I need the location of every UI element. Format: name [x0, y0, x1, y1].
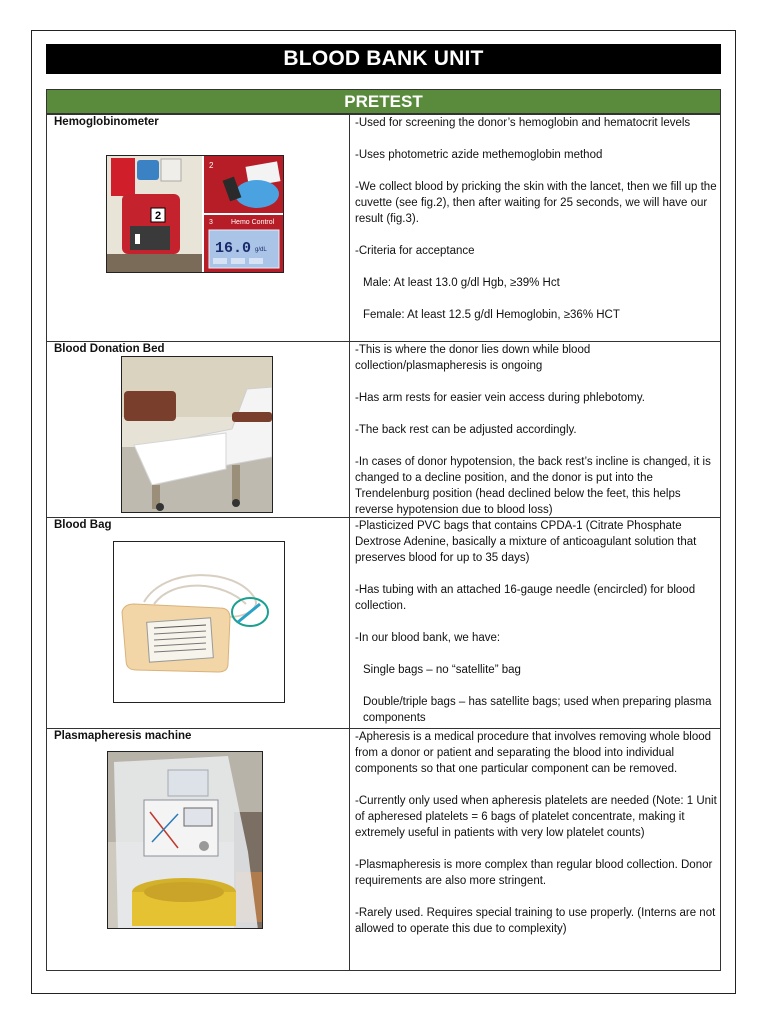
panel-2-label: 2	[209, 161, 214, 170]
hemo-control-label: Hemo Control	[231, 219, 275, 226]
donation-bed-photo	[121, 356, 273, 513]
blood-bag-photo	[113, 541, 285, 703]
item-description: -Plasticized PVC bags that contains CPDA-1 (Citrate Phosphate Dextrose Adenine, basically a mixture of anticoagulant solution that preserves blood for up to 35 days) -Has tubing with an attached 16-gauge needle (encircled) for blood collection. -In our blood bank, we have: Single bags – no “satellite” bag Double/triple bags – has satellite bags; used when preparing plasma components	[355, 520, 712, 724]
item-description: -Used for screening the donor’s hemoglobin and hematocrit levels -Uses photometric azide methemoglobin method -We collect blood by pricking the skin with the lancet, then we fill up the cuvette (see fig.2), then after waiting for 25 seconds, we will have our result (fig.3). -Criteria for acceptance Male: At least 13.0 g/dl Hgb, ≥39% Hct Female: At least 12.5 g/dl Hemoglobin, ≥36% HCT	[355, 117, 717, 321]
table-row-hemoglobinometer	[47, 114, 720, 341]
item-name: Hemoglobinometer	[54, 116, 159, 128]
hb-unit: g/dL	[255, 247, 267, 253]
item-name: Blood Bag	[54, 519, 112, 531]
item-name: Blood Donation Bed	[54, 343, 165, 355]
document-title: BLOOD BANK UNIT	[46, 44, 721, 74]
equipment-table	[46, 114, 721, 971]
section-header-pretest: PRETEST	[46, 89, 721, 114]
item-description: -Apheresis is a medical procedure that involves removing whole blood from a donor or patient and separating the blood into individual components so that one particular component can be removed. -Currently only used when apheresis platelets are needed (Note: 1 Unit of apheresed platelets = 6 bags of platelet concentrate, making it extremely useful in patients with very low platelet counts) -Plasmapheresis is more complex than regular blood collection. Donor requirements are also more stringent. -Rarely used. Requires special training to use properly. (Interns are not allowed to operate this due to complexity)	[355, 731, 717, 935]
table-row-blood-bag	[47, 517, 720, 728]
item-name: Plasmapheresis machine	[54, 730, 192, 742]
hb-reading: 16.0	[215, 240, 252, 257]
item-description: -This is where the donor lies down while blood collection/plasmapheresis is ongoing -Has arm rests for easier vein access during phlebotomy. -The back rest can be adjusted accordingly. -In cases of donor hypotension, the back rest’s incline is changed, it is changed to a decline position, and the donor is put into the Trendelenburg position (head declined below the feet, this helps reverse hypotension due to blood loss)	[355, 344, 711, 516]
plasmapheresis-photo	[107, 751, 263, 929]
panel-3-label: 3	[209, 219, 213, 226]
cuvette-tag: 2	[154, 210, 162, 222]
hemoglobinometer-photo	[106, 155, 284, 273]
table-row-donation-bed	[47, 341, 720, 517]
table-row-plasmapheresis	[47, 728, 720, 970]
